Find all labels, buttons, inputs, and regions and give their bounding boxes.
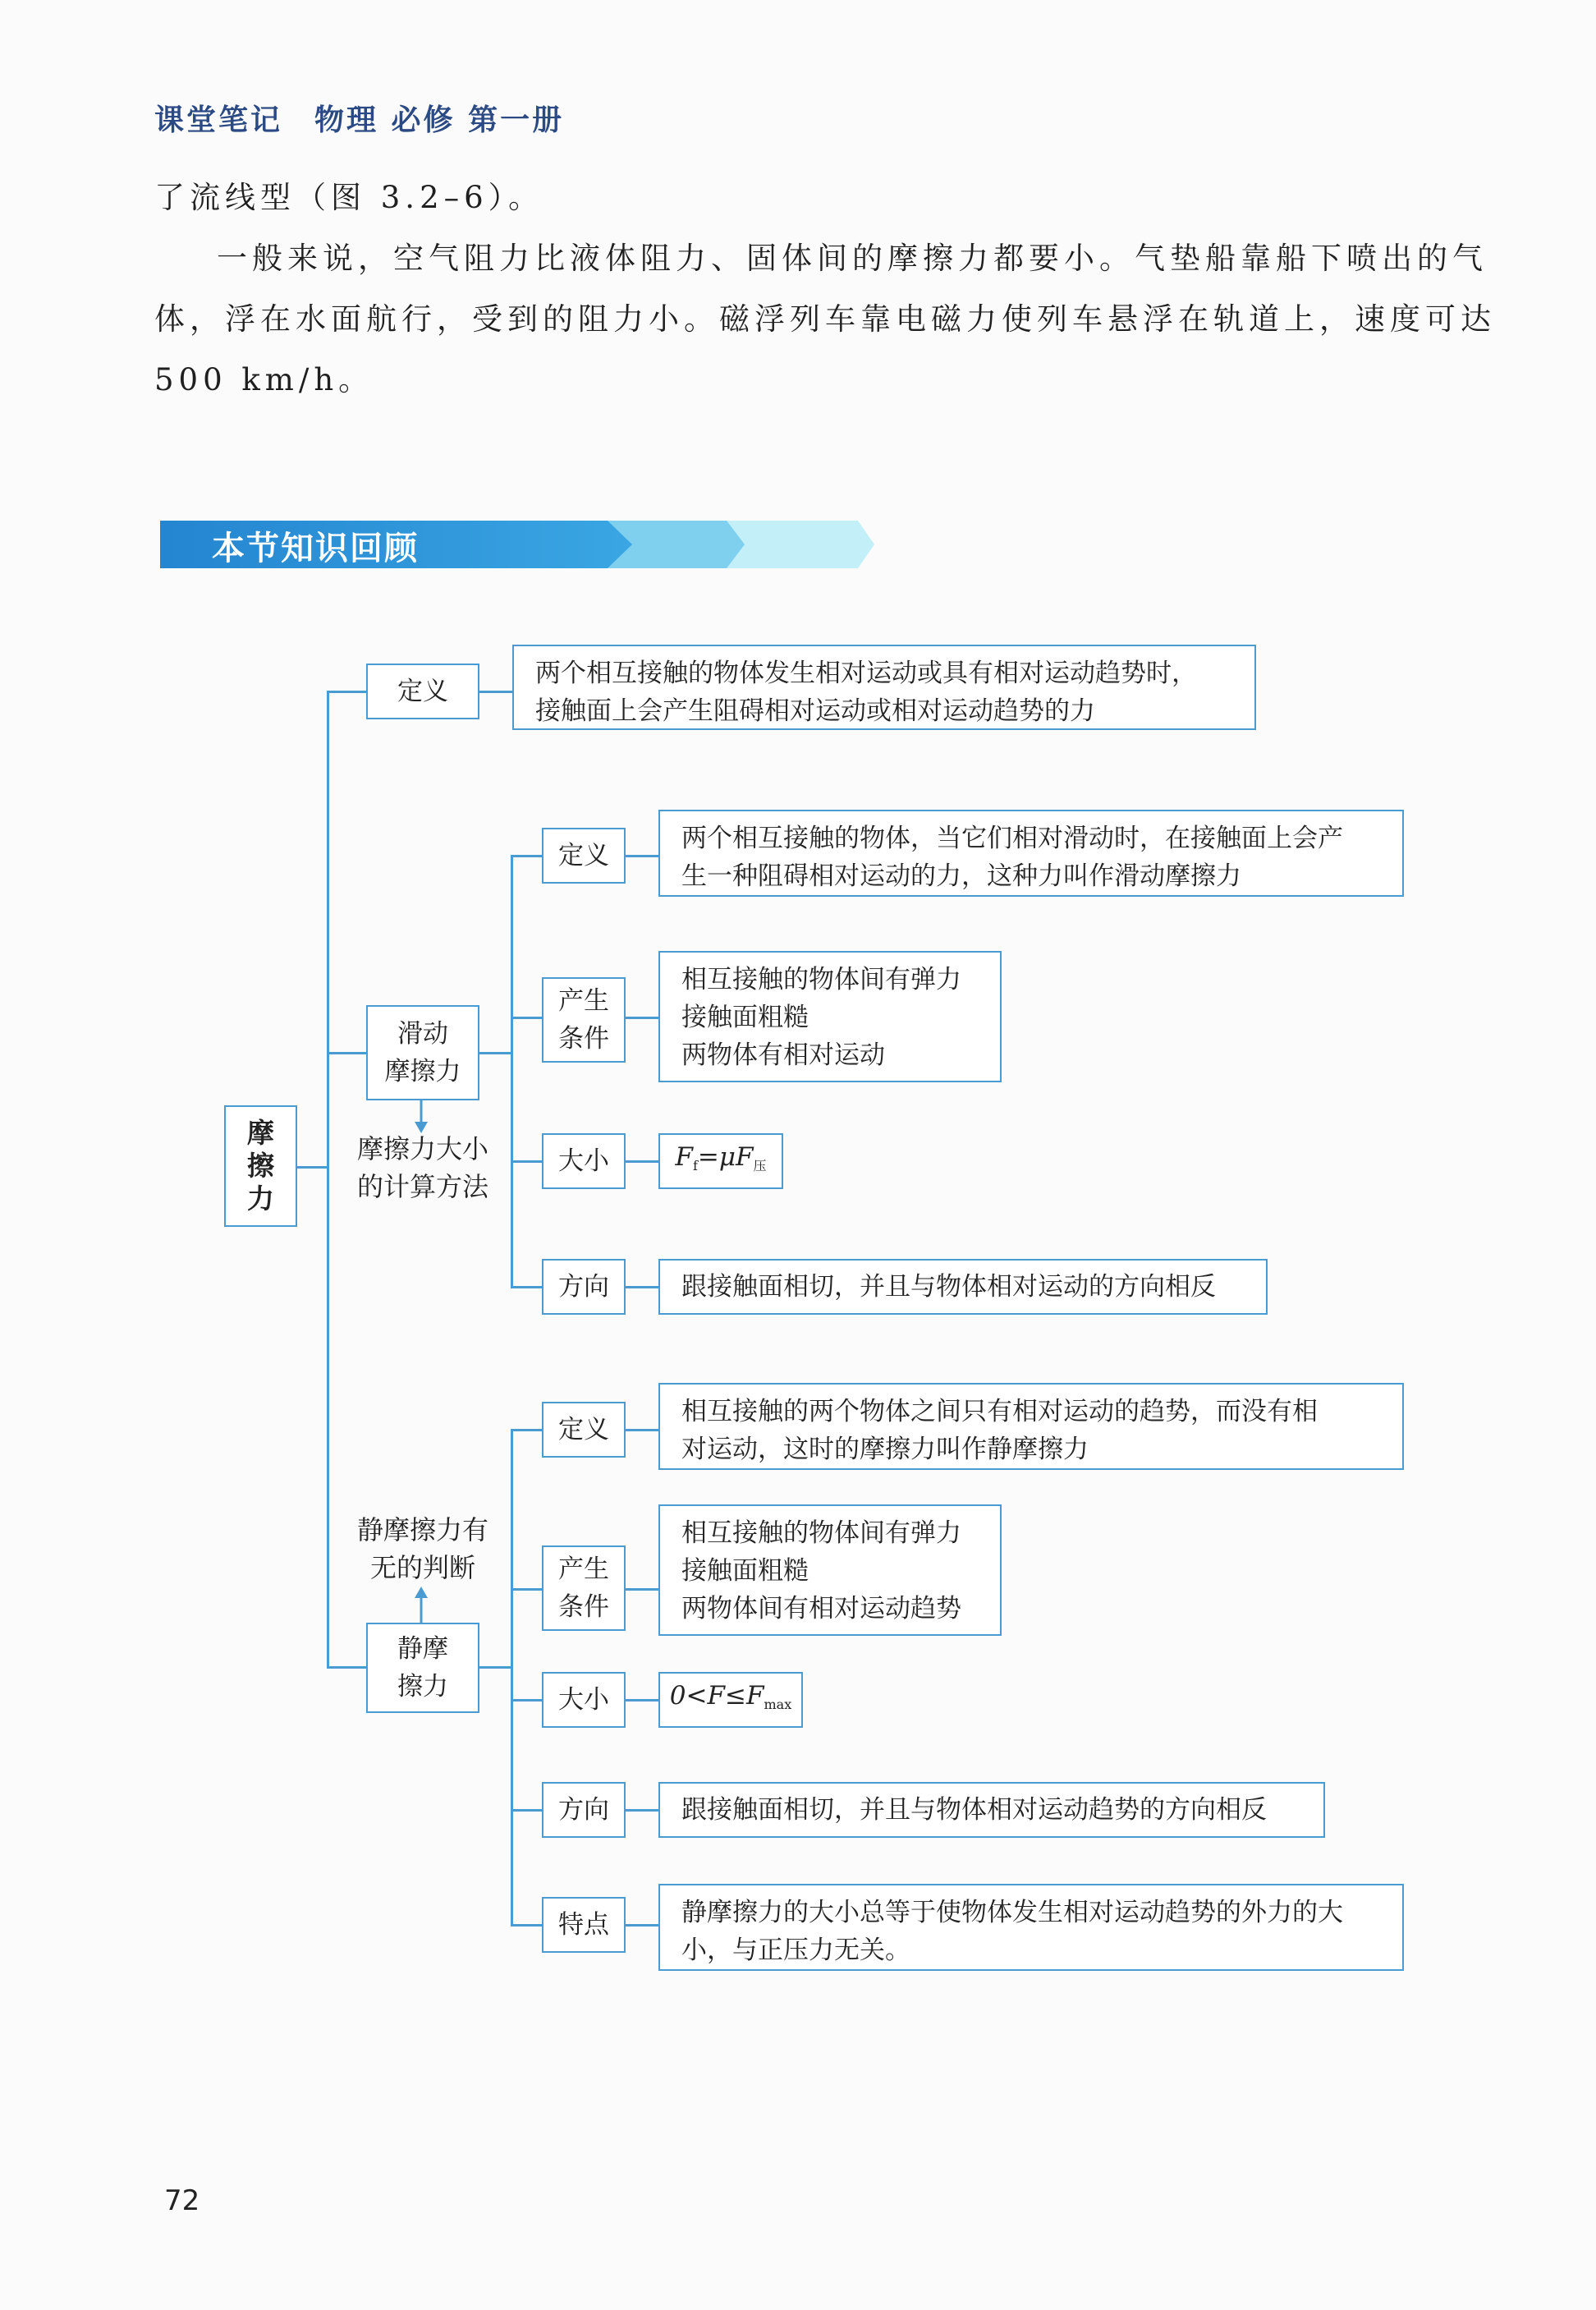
top-definition-label: 定义 xyxy=(366,664,479,719)
top-definition-text: 两个相互接触的物体发生相对运动或具有相对运动趋势时， 接触面上会产生阻碍相对运动或相对运动趋势的力 xyxy=(512,645,1256,730)
sliding-direction-text: 跟接触面相切，并且与物体相对运动的方向相反 xyxy=(658,1259,1268,1315)
static-feature-label: 特点 xyxy=(542,1897,626,1953)
running-header: 课堂笔记 物理 必修 第一册 xyxy=(154,103,565,137)
section-title: 本节知识回顾 xyxy=(212,530,419,567)
connector xyxy=(327,691,329,1668)
static-definition-text: 相互接触的两个物体之间只有相对运动的趋势，而没有相 对运动，这时的摩擦力叫作静摩擦力 xyxy=(658,1383,1404,1470)
sliding-friction-node: 滑动 摩擦力 xyxy=(366,1005,479,1100)
page-number: 72 xyxy=(164,2184,200,2217)
static-direction-text: 跟接触面相切，并且与物体相对运动趋势的方向相反 xyxy=(658,1782,1325,1838)
connector xyxy=(296,1166,328,1169)
sliding-size-formula: $F_f=\mu F_压$ xyxy=(658,1133,783,1189)
static-feature-text: 静摩擦力的大小总等于使物体发生相对运动趋势的外力的大 小，与正压力无关。 xyxy=(658,1884,1404,1971)
connector xyxy=(511,1588,542,1591)
connector xyxy=(626,1699,658,1702)
static-friction-node: 静摩 擦力 xyxy=(366,1623,479,1713)
connector xyxy=(626,1924,658,1927)
connector xyxy=(626,1429,658,1431)
connector xyxy=(327,1052,366,1054)
connector xyxy=(511,1429,513,1927)
static-condition-label: 产生 条件 xyxy=(542,1545,626,1631)
sliding-direction-label: 方向 xyxy=(542,1259,626,1315)
sliding-size-label: 大小 xyxy=(542,1133,626,1189)
up-arrow-icon xyxy=(410,1587,432,1623)
connector xyxy=(327,691,366,693)
connector xyxy=(511,1924,542,1927)
connector xyxy=(511,855,542,857)
sliding-definition-label: 定义 xyxy=(542,828,626,884)
connector xyxy=(511,1286,542,1288)
static-size-label: 大小 xyxy=(542,1672,626,1728)
static-size-formula: $0<F\le F_{max}$ xyxy=(658,1672,803,1728)
text-line-2: 一般来说，空气阻力比液体阻力、固体间的摩擦力都要小。气垫船靠船下喷出的气 xyxy=(217,241,1488,276)
connector xyxy=(626,855,658,857)
connector xyxy=(511,1699,542,1702)
static-friction-note: 静摩擦力有 无的判断 xyxy=(356,1514,488,1583)
connector xyxy=(626,1160,658,1163)
root-node-friction: 摩 擦 力 xyxy=(224,1105,297,1227)
connector xyxy=(626,1588,658,1591)
connector xyxy=(479,691,512,693)
connector xyxy=(511,1017,542,1019)
connector xyxy=(479,1666,512,1669)
sliding-condition-label: 产生 条件 xyxy=(542,977,626,1063)
connector xyxy=(511,1160,542,1163)
connector xyxy=(626,1286,658,1288)
connector xyxy=(626,1809,658,1812)
connector xyxy=(626,1017,658,1019)
text-line-3: 体，浮在水面航行，受到的阻力小。磁浮列车靠电磁力使列车悬浮在轨道上，速度可达 xyxy=(154,301,1496,337)
static-condition-text: 相互接触的物体间有弹力 接触面粗糙 两物体间有相对运动趋势 xyxy=(658,1504,1002,1636)
sliding-definition-text: 两个相互接触的物体，当它们相对滑动时，在接触面上会产 生一种阻碍相对运动的力，这种力叫作滑动摩擦力 xyxy=(658,810,1404,897)
static-direction-label: 方向 xyxy=(542,1782,626,1838)
connector xyxy=(479,1052,512,1054)
sliding-friction-note: 摩擦力大小 的计算方法 xyxy=(356,1133,488,1202)
text-line-4: 500 km/h。 xyxy=(154,362,374,397)
sliding-condition-text: 相互接触的物体间有弹力 接触面粗糙 两物体有相对运动 xyxy=(658,951,1002,1082)
connector xyxy=(327,1666,366,1669)
connector xyxy=(511,1429,542,1431)
connector xyxy=(511,1809,542,1812)
connector xyxy=(511,855,513,1288)
text-line-1: 了流线型（图 3.2–6）。 xyxy=(154,180,544,215)
static-definition-label: 定义 xyxy=(542,1402,626,1458)
